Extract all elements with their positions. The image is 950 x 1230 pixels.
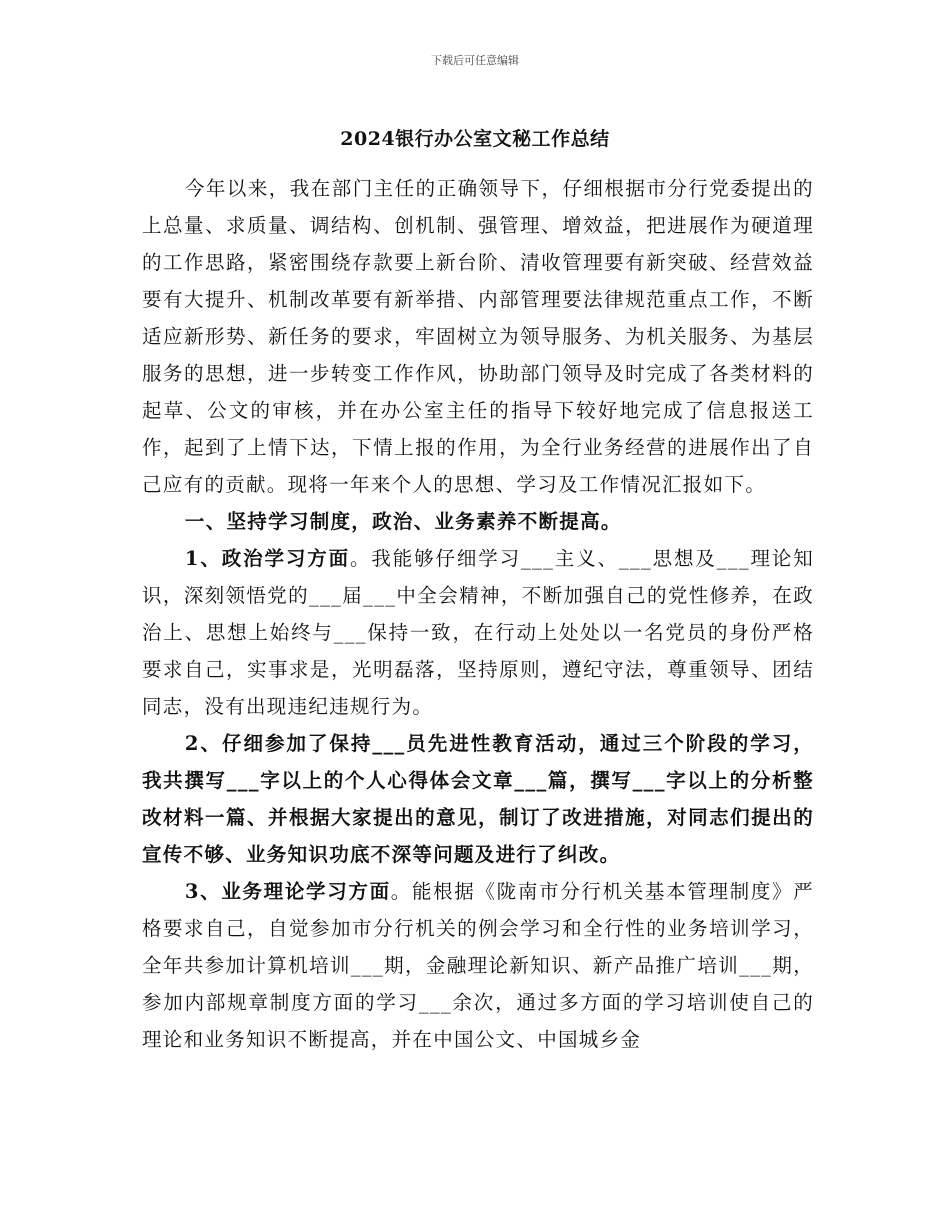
paragraph-text: 。能根据《陇南市分行机关基本管理制度》严格要求自己，自觉参加市分行机关的例会学习和全行性的业务培训学习，全年共参加计算机培训___期，金融理论新知识、新产品推广培训___期，参加内部规章制度方面的学习___余次，通过多方面的学习培训使自己的理论和业务知识不断提高，并在中国公文、中国城乡金 bbox=[142, 880, 814, 1051]
document-title: 2024银行办公室文秘工作总结 bbox=[340, 128, 610, 150]
paragraph-business-study bbox=[142, 873, 814, 1058]
paragraph-education-activity bbox=[142, 725, 814, 873]
paragraph-political-study bbox=[142, 540, 814, 725]
paragraph-text: 。我能够仔细学习___主义、___思想及___理论知识，深刻领悟党的___届___中全会精神，不断加强自己的党性修养，在政治上、思想上始终与___保持一致，在行动上处处以一名党员的身份严格要求自己，实事求是，光明磊落，坚持原则，遵纪守法，尊重领导、团结同志，没有出现违纪违规行为。 bbox=[142, 547, 814, 718]
paragraph-lead: 1、政治学习方面 bbox=[184, 547, 350, 570]
paragraph-text: 今年以来，我在部门主任的正确领导下，仔细根据市分行党委提出的上总量、求质量、调结构、创机制、强管理、增效益，把进展作为硬道理的工作思路，紧密围绕存款要上新台阶、清收管理要有新突破、经营效益要有大提升、机制改革要有新举措、内部管理要法律规范重点工作，不断适应新形势、新任务的要求，牢固树立为领导服务、为机关服务、为基层服务的思想，进一步转变工作作风，协助部门领导及时完成了各类材料的起草、公文的审核，并在办公室主任的指导下较好地完成了信息报送工作，起到了上情下达，下情上报的作用，为全行业务经营的进展作出了自己应有的贡献。现将一年来个人的思想、学习及工作情况汇报如下。 bbox=[142, 177, 814, 496]
section-heading-text: 一、坚持学习制度，政治、业务素养不断提高。 bbox=[184, 510, 622, 533]
paragraph-intro bbox=[142, 170, 814, 503]
paragraph-lead: 3、业务理论学习方面 bbox=[184, 880, 391, 903]
section-heading-1 bbox=[142, 503, 814, 540]
document-body bbox=[142, 170, 814, 1058]
paragraph-lead: 2、仔细参加了保持___员先进性教育活动，通过三个阶段的学习，我共撰写___字以上的个人心得体会文章___篇，撰写___字以上的分析整改材料一篇、并根据大家提出的意见，制订了改进措施，对同志们提出的宣传不够、业务知识功底不深等问题及进行了纠改。 bbox=[142, 732, 814, 866]
header-note: 下载后可任意编辑 bbox=[431, 54, 519, 67]
